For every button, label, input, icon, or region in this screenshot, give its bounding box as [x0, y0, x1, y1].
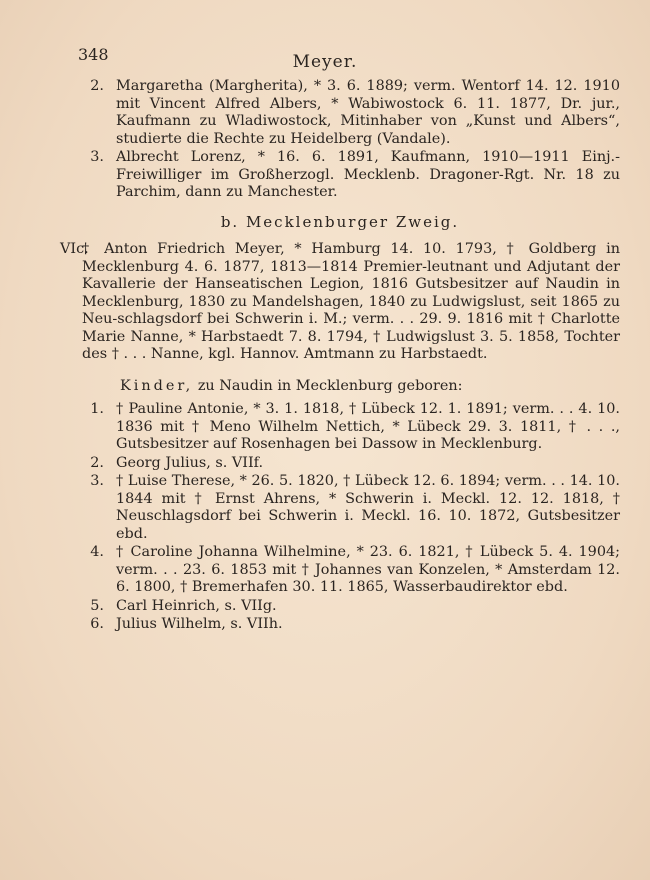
child-text: Julius Wilhelm, s. VIIh. — [116, 616, 283, 632]
child-entry — [60, 473, 620, 543]
child-number: 2. — [90, 454, 104, 471]
entry-text: Margaretha (Margherita), * 3. 6. 1889; verm. Wentorf 14. 12. 1910 mit Vincent Alfred Albers, * Wabiwostock 6. 11. 1877, Dr. jur., Kaufmann zu Wladiwostock, Mitinhaber von „Kunst und Albers“, studierte die Rechte zu Heidelberg (Vandale). — [116, 78, 620, 147]
child-number: 3. — [90, 473, 104, 489]
entry-text: Albrecht Lorenz, * 16. 6. 1891, Kaufmann, 1910—1911 Einj.-Freiwilliger im Großherzogl. Mecklenb. Dragoner-Rgt. Nr. 18 zu Parchim, dann zu Manchester. — [116, 149, 620, 200]
child-number: 5. — [90, 597, 104, 614]
page-number: 348 — [78, 45, 109, 64]
child-text: Georg Julius, s. VIIf. — [116, 454, 264, 471]
section-heading: b. Mecklenburger Zweig. — [220, 212, 460, 231]
entry-number: 3. — [90, 149, 104, 165]
page-body — [60, 78, 620, 635]
child-entry — [60, 455, 620, 473]
entry-text: † Anton Friedrich Meyer, * Hamburg 14. 10. 1793, † Goldberg in Mecklenburg 4. 6. 1877, 1813—1814 Premier-leutnant und Adjutant der Kavallerie der Hanseatischen Legion, 1816 Gutsbesitzer auf Naudin in Mecklenburg, 1830 zu Mandelshagen, 1840 zu Ludwigslust, seit 1865 zu Neu-schlagsdorf bei Schwerin i. M.; verm. . . 29. 9. 1816 mit † Charlotte Marie Nanne, * Harbstaedt 7. 8. 1794, † Ludwigslust 3. 5. 1858, Tochter des † . . . Nanne, kgl. Hannov. Amtmann zu Harbstaedt. — [82, 241, 620, 362]
entry-item — [60, 149, 620, 202]
genealogy-entry-vic — [60, 241, 620, 364]
children-heading — [60, 378, 620, 396]
child-entry — [60, 616, 620, 634]
children-heading-rest: zu Naudin in Mecklenburg geboren: — [197, 377, 463, 394]
child-number: 1. — [90, 401, 104, 417]
child-text: † Pauline Antonie, * 3. 1. 1818, † Lübeck 12. 1. 1891; verm. . . 4. 10. 1836 mit † Meno Wilhelm Nettich, * Lübeck 29. 3. 1811, † . . ., Gutsbesitzer auf Rosenhagen bei Dassow in Mecklenburg. — [116, 401, 620, 452]
running-head: Meyer. — [292, 52, 358, 72]
entry-number: 2. — [90, 78, 104, 94]
child-number: 4. — [90, 544, 104, 560]
child-number: 6. — [90, 616, 104, 632]
children-heading-word: Kinder, — [120, 377, 194, 394]
child-text: † Caroline Johanna Wilhelmine, * 23. 6. 1821, † Lübeck 5. 4. 1904; verm. . . 23. 6. 1853 mit † Johannes van Konzelen, * Amsterdam 12. 6. 1800, † Bremerhafen 30. 11. 1865, Wasserbaudirektor ebd. — [116, 544, 620, 595]
entry-label: VIc. — [60, 241, 89, 257]
child-entry — [60, 598, 620, 616]
child-text: Carl Heinrich, s. VIIg. — [116, 597, 277, 614]
child-entry — [60, 401, 620, 454]
child-entry — [60, 544, 620, 597]
child-text: † Luise Therese, * 26. 5. 1820, † Lübeck 12. 6. 1894; verm. . . 14. 10. 1844 mit † Ernst Ahrens, * Schwerin i. Meckl. 12. 12. 1818, † Neuschlagsdorf bei Schwerin i. Meckl. 16. 10. 1872, Gutsbesitzer ebd. — [116, 473, 620, 542]
entry-item — [60, 78, 620, 148]
